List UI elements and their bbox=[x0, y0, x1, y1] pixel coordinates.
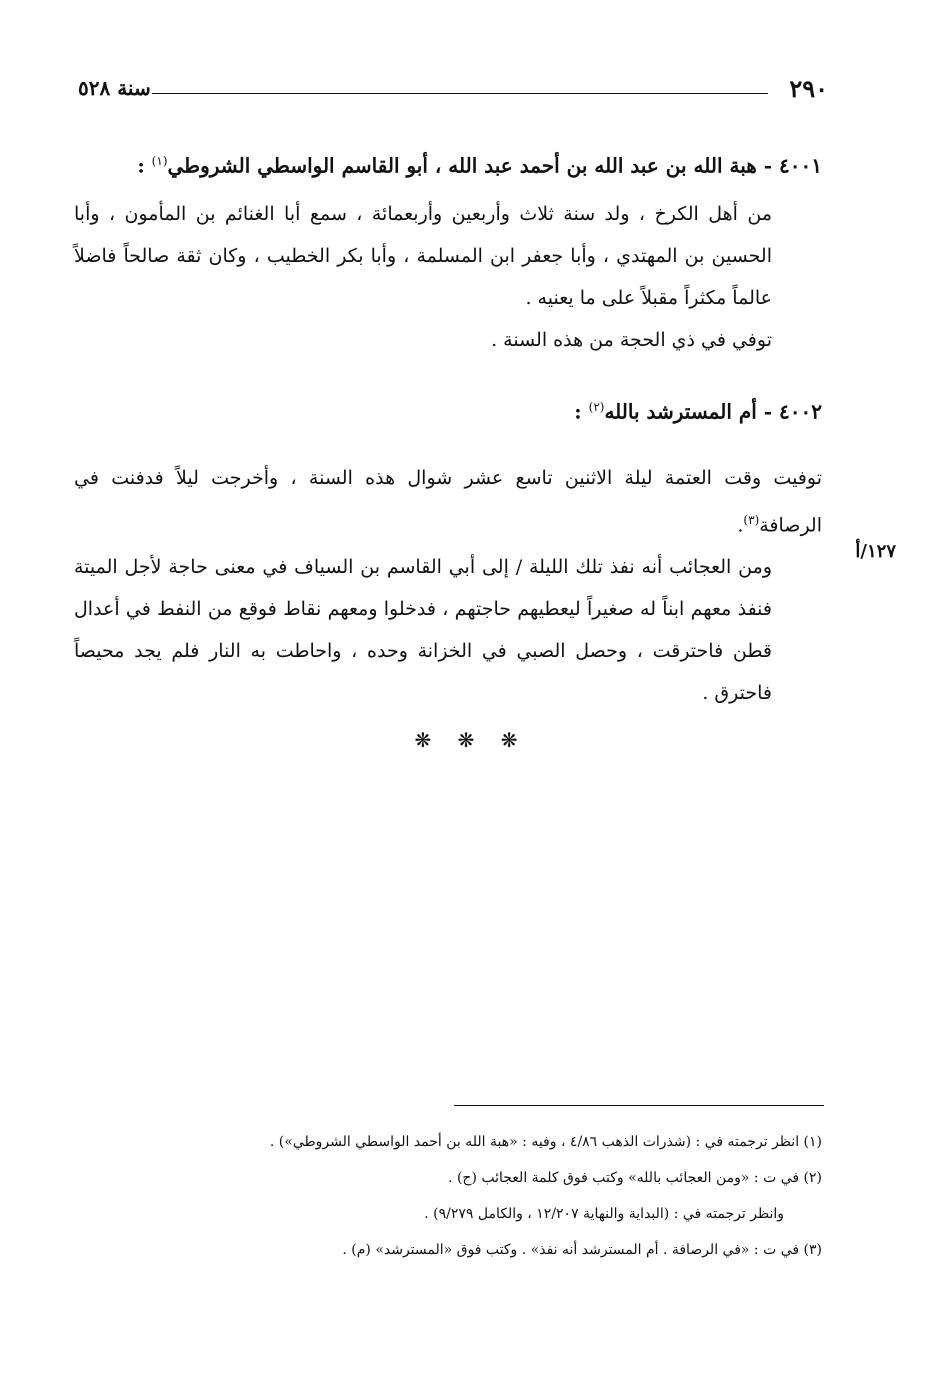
footnote-ref: (٣) bbox=[743, 512, 760, 527]
entry-paragraph: توفيت وقت العتمة ليلة الاثنين تاسع عشر شوال هذه السنة ، وأخرجت ليلاً فدفنت في الرصافة$^{(٣)}$. bbox=[74, 466, 822, 536]
entry-4002 bbox=[74, 386, 822, 714]
page-number: ٢٩٠ bbox=[789, 74, 828, 103]
footnote: (٢) في ت : «ومن العجائب بالله» وكتب فوق كلمة العجائب (ح) . bbox=[448, 1170, 822, 1186]
footnotes bbox=[122, 1124, 822, 1268]
footnote: وانظر ترجمته في : (البداية والنهاية ١٢/٢٠٧ ، والكامل ٩/٢٧٩) . bbox=[424, 1206, 784, 1222]
footnote: (١) انظر ترجمته في : (شذرات الذهب ٤/٨٦ ، وفيه : «هبة الله بن أحمد الواسطي الشروطي») . bbox=[269, 1134, 822, 1150]
header-rule bbox=[152, 93, 768, 94]
footnote-rule bbox=[454, 1105, 824, 1106]
footnote: (٣) في ت : «في الرصافة . أم المسترشد أنه نفذ» . وكتب فوق «المسترشد» (م) . bbox=[342, 1242, 822, 1258]
entry-title: هبة الله بن عبد الله بن أحمد عبد الله ، أبو القاسم الواسطي الشروطي bbox=[167, 153, 757, 178]
entry-paragraph: ومن العجائب أنه نفذ تلك الليلة / إلى أبي القاسم بن السياف في معنى حاجة لأجل الميتة فنفذ معهم ابناً له صغيراً ليعطيهم حاجتهم ، فدخلوا ومعهم نقاط فوقع من النفط في أعدال قطن فاحترقت ، وحصل الصبي في الخزانة وحده ، واحاطت به النار فلم يجد محيصاً فاحترق . bbox=[74, 555, 772, 704]
entry-heading: ٤٠٠٢ - أم المسترشد بالله$^{(٢)}$ : bbox=[574, 399, 822, 424]
entry-title: أم المسترشد بالله bbox=[604, 399, 757, 424]
entry-paragraph: من أهل الكرخ ، ولد سنة ثلاث وأربعين وأربعمائة ، سمع أبا الغنائم بن المأمون ، وأبا الحسين بن المهتدي ، وأبا جعفر ابن المسلمة ، وأبا بكر الخطيب ، وكان ثقة صالحاً فاضلاً عالماً مكثراً مقبلاً على ما يعنيه . bbox=[74, 202, 772, 309]
page-header bbox=[60, 74, 828, 108]
manuscript-folio-marker: ١٢٧/أ bbox=[855, 541, 896, 562]
entry-4001 bbox=[74, 140, 822, 361]
entry-heading: ٤٠٠١ - هبة الله بن عبد الله بن أحمد عبد الله ، أبو القاسم الواسطي الشروطي$^{(١)}$ : bbox=[137, 153, 822, 178]
footnote-ref: (٢) bbox=[588, 400, 605, 414]
entry-number: ٤٠٠١ bbox=[779, 153, 822, 178]
entry-paragraph: توفي في ذي الحجة من هذه السنة . bbox=[491, 328, 772, 351]
entry-number: ٤٠٠٢ bbox=[779, 399, 822, 424]
section-separator: ❋ ❋ ❋ bbox=[414, 728, 528, 752]
footnote-ref: (١) bbox=[151, 154, 168, 168]
running-head-year: سنة ٥٢٨ bbox=[78, 76, 151, 100]
